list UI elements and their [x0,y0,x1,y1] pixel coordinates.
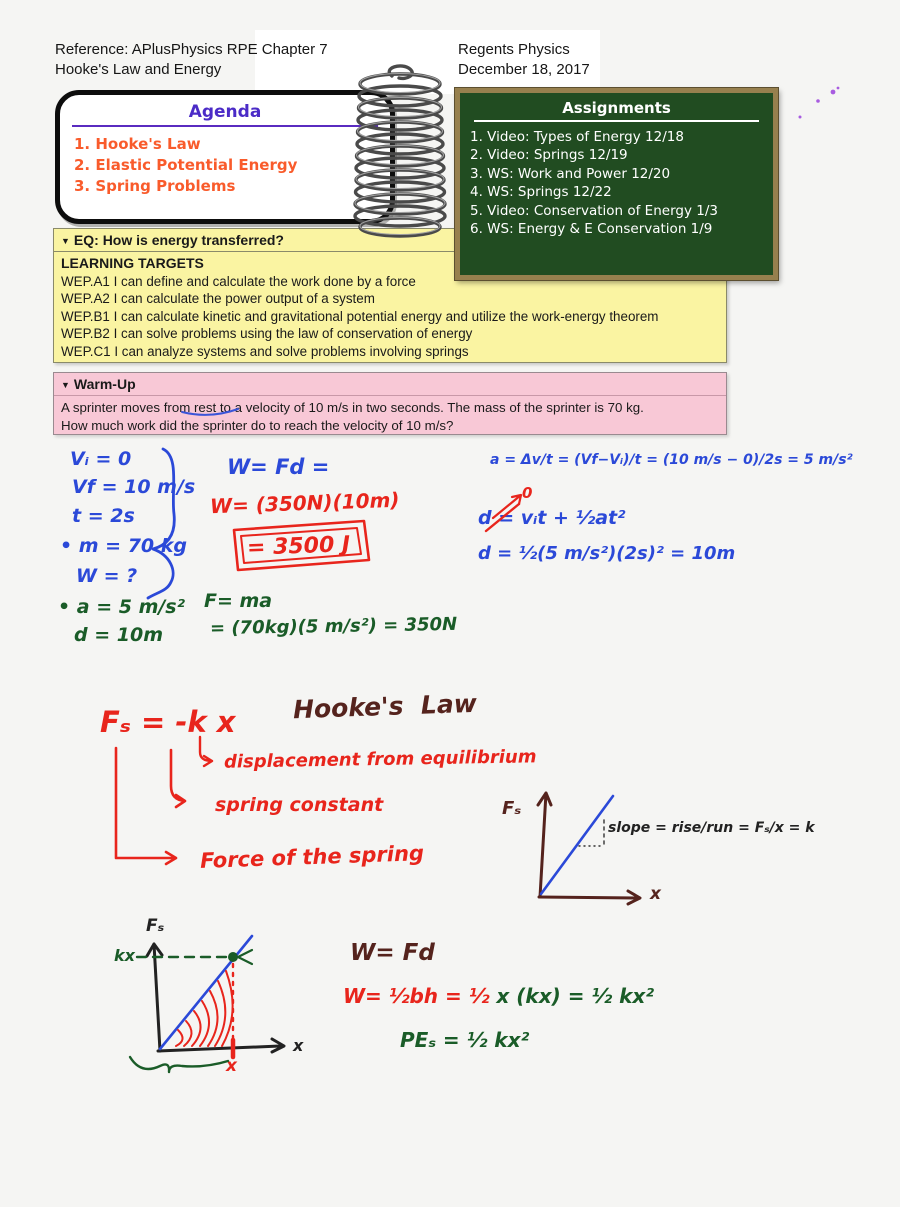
x-range-brace [130,1057,228,1072]
distance-formula-post: + ½at² [546,507,626,529]
warmup-header [54,373,726,396]
intersection-dot [228,952,238,962]
eq-header-label: EQ: How is energy transferred? [73,232,284,248]
area-graph-y-axis [147,944,162,1051]
spring-photo [338,62,466,240]
slope-annotation: slope = rise/run = Fₛ/x = k [608,820,815,836]
warmup-line: A sprinter moves from rest to a velocity of 10 m/s in two seconds. The mass of the sprinter is 70 kg. [61,400,644,415]
spring-constant-note: spring constant [215,794,384,816]
work-area-green-part: x (kx) = ½ kx² [496,984,655,1008]
derived-acceleration: • a = 5 m/s² [58,596,185,618]
assignment-item: 3. WS: Work and Power 12/20 [470,165,671,182]
zero-annotation: 0 [522,484,533,502]
slope-graph-x-axis [539,891,640,904]
collapse-triangle-icon[interactable]: ▼ [61,380,70,390]
reference-line: Reference: APlusPhysics RPE Chapter 7 [55,41,328,58]
learning-targets-heading: LEARNING TARGETS [61,255,204,271]
agenda-title: Agenda [188,102,262,122]
work-substitution: W= (350N)(10m) [209,487,400,519]
assignment-item: 2. Video: Springs 12/19 [470,147,628,163]
distance-formula [478,507,625,529]
x-tick-label: x [226,1056,237,1076]
lesson-date: December 18, 2017 [458,61,590,78]
agenda-item: 1. Hooke's Law [74,135,201,153]
force-formula: F= ma [204,590,273,612]
assignments-title: Assignments [562,99,671,117]
area-graph-y-label: Fₛ [146,916,165,936]
agenda-divider [72,125,378,127]
work-area-equation [343,984,654,1008]
slope-graph-x-label: x [650,884,661,904]
work-area-red-part: W= ½bh = ½ [343,984,497,1008]
assignments-box [455,88,778,280]
givens-brace [148,449,174,598]
hookes-law-formula: Fₛ = -k x [100,705,236,739]
force-substitution: = (70kg)(5 m/s²) = 350N [209,613,458,640]
lesson-title: Hooke's Law and Energy [55,61,222,78]
area-graph-x-axis [158,1039,284,1052]
assignments-divider [474,120,759,122]
warmup-header-label: Warm-Up [73,376,136,392]
force-connector [116,748,176,864]
hookes-law-title: Hooke's Law [292,688,478,725]
slope-graph-y-axis [538,793,551,897]
learning-target: WEP.B1 I can calculate kinetic and gravitational potential energy and utilize the work-energy theorem [61,308,659,324]
work-fd-equation: W= Fd [350,940,435,966]
slope-graph-y-label: Fₛ [502,798,522,819]
displacement-note: displacement from equilibrium [223,746,537,773]
k-connector [171,750,185,807]
given-final-velocity: Vf = 10 m/s [72,476,196,498]
warmup-line: How much work did the sprinter do to reach the velocity of 10 m/s? [61,418,454,433]
work-answer: = 3500 J [246,532,351,561]
slope-graph-line [541,796,613,894]
collapse-triangle-icon[interactable]: ▼ [61,236,70,246]
agenda-item: 3. Spring Problems [74,177,236,195]
given-time: t = 2s [72,505,135,527]
acceleration-calculation: a = Δv/t = (Vf−Vᵢ)/t = (10 m/s − 0)/2s = 5 m/s² [490,452,853,468]
distance-calculation: d = ½(5 m/s²)(2s)² = 10m [478,543,736,564]
area-hatching [176,971,233,1046]
learning-target: WEP.C1 I can analyze systems and solve problems involving springs [61,343,469,359]
x-connector [200,737,212,766]
work-formula: W= Fd = [227,455,330,479]
given-initial-velocity: Vᵢ = 0 [70,448,132,470]
learning-target: WEP.A1 I can define and calculate the work done by a force [61,273,416,289]
distance-formula-pre: d = [478,507,521,529]
course-header [458,40,590,80]
elastic-pe-equation: PEₛ = ½ kx² [400,1028,530,1052]
learning-target: WEP.A2 I can calculate the power output of a system [61,291,375,307]
assignment-item: 5. Video: Conservation of Energy 1/3 [470,202,718,219]
course-name: Regents Physics [458,41,570,58]
assignment-item: 1. Video: Types of Energy 12/18 [470,128,684,145]
assignment-item: 6. WS: Energy & E Conservation 1/9 [470,221,713,237]
stray-pen-specks [799,87,840,119]
derived-distance: d = 10m [74,624,163,646]
distance-formula-struck-term: vᵢt [520,507,547,529]
given-mass: • m = 70 kg [60,535,187,557]
assignment-item: 4. WS: Springs 12/22 [470,184,612,200]
learning-target: WEP.B2 I can solve problems using the law of conservation of energy [61,326,473,342]
reference-header [55,40,328,80]
area-graph-x-label: x [293,1036,304,1055]
spring-force-note: Force of the spring [199,841,425,873]
unknown-work: W = ? [76,565,138,587]
kx-label: kx [114,946,135,965]
agenda-item: 2. Elastic Potential Energy [74,156,298,174]
warmup-problem-text [54,396,726,438]
area-graph-line [160,936,252,1049]
warmup-box [53,372,727,435]
dot-arrow [238,950,252,964]
